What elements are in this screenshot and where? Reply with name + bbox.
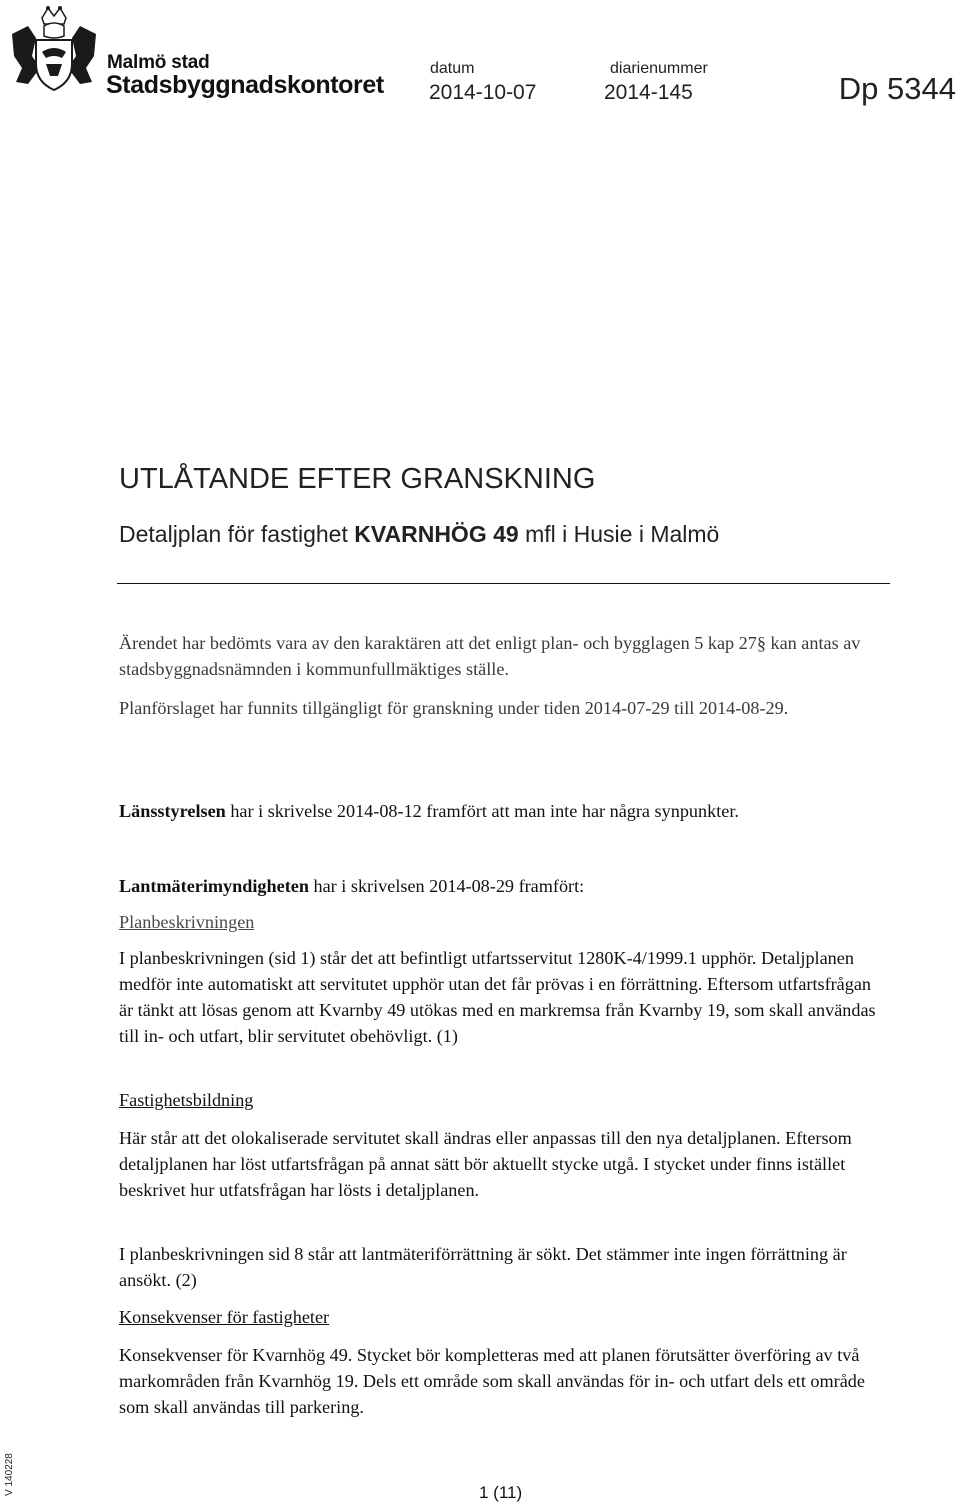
subtitle-suffix: mfl i Husie i Malmö [518, 521, 720, 547]
lansstyrelsen-paragraph [119, 798, 889, 824]
document-subtitle [119, 521, 719, 548]
sid8-paragraph: I planbeskrivningen sid 8 står att lantmäteriförrättning är sökt. Det stämmer inte ingen förrättning är ansökt. (2) [119, 1244, 847, 1290]
date-value: 2014-10-07 [429, 81, 537, 104]
lansstyrelsen-name: Länsstyrelsen [119, 801, 226, 821]
org-department-name: Stadsbyggnadskontoret [106, 71, 384, 99]
section-heading-konsekvenser: Konsekvenser för fastigheter [119, 1307, 330, 1327]
lansstyrelsen-text: har i skrivelse 2014-08-12 framfört att man inte har några synpunkter. [225, 801, 739, 821]
intro-paragraph: Ärendet har bedömts vara av den karaktären att det enligt plan- och bygglagen 5 kap 27§ kan antas av stadsbyggnadsnämnden i kommunfullmäktiges ställe. [119, 633, 861, 679]
coat-of-arms-icon [6, 4, 102, 96]
registry-number-value: 2014-145 [604, 81, 693, 104]
malmo-coat-of-arms-logo [6, 4, 102, 96]
title-divider [117, 583, 890, 584]
subtitle-prefix: Detaljplan för fastighet [119, 521, 355, 547]
fastighetsbildning-paragraph: Här står att det olokaliserade servitutet skall ändras eller anpassas till den nya detaljplanen. Eftersom detaljplanen har löst utfartsfrågan på annat sätt bör aktuellt stycke utgå. I stycket under finns istället beskrivet hur utfatsfrågan har lösts i detaljplanen. [119, 1128, 852, 1200]
template-version-code: V 140228 [4, 1453, 15, 1496]
registry-number-label: diarienummer [610, 60, 708, 77]
section-heading-planbeskrivningen: Planbeskrivningen [119, 912, 255, 932]
document-title: UTLÅTANDE EFTER GRANSKNING [119, 463, 596, 495]
org-city-name: Malmö stad [107, 52, 210, 73]
subtitle-property-name: KVARNHÖG 49 [354, 521, 519, 547]
plan-number: Dp 5344 [838, 71, 956, 106]
exhibition-paragraph: Planförslaget har funnits tillgängligt för granskning under tiden 2014-07-29 till 2014-08-29. [119, 698, 789, 718]
konsekvenser-paragraph: Konsekvenser för Kvarnhög 49. Stycket bör kompletteras med att planen förutsätter överföring av två markområden från Kvarnhög 19. Dels ett område som skall användas för in- och utfart dels ett område som skall användas till parkering. [119, 1345, 865, 1417]
lantmateri-paragraph [119, 873, 889, 899]
section-heading-fastighetsbildning: Fastighetsbildning [119, 1090, 254, 1110]
page-number: 1 (11) [479, 1483, 523, 1502]
lantmateri-text: har i skrivelsen 2014-08-29 framfört: [308, 876, 585, 896]
date-label: datum [430, 60, 475, 77]
lantmateri-name: Lantmäterimyndigheten [119, 876, 309, 896]
planbeskrivningen-paragraph: I planbeskrivningen (sid 1) står det att befintligt utfartsservitut 1280K-4/1999.1 upphör. Detaljplanen medför inte automatiskt att servitutet upphör utan det får prövas i en förrättning. Eftersom utfartsfrågan är tänkt att lösas genom att Kvarnby 49 utökas med en markremsa från Kvarnby 19, som skall användas till in- och utfart, blir servitutet obehövligt. (1) [119, 948, 876, 1046]
